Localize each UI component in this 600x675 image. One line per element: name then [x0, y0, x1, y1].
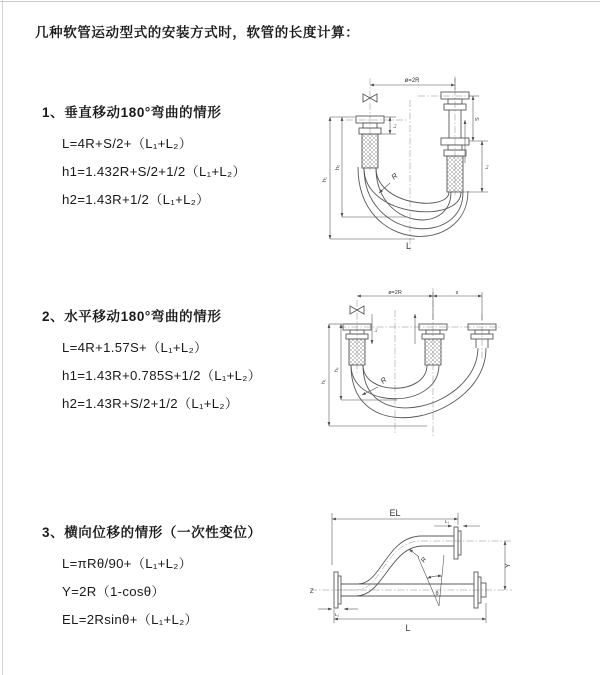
flange-fitting-middle	[419, 324, 447, 365]
section-vertical-movement	[42, 104, 246, 214]
dim-label-l1: L₁	[444, 519, 450, 524]
scan-artifact-left	[2, 0, 3, 675]
dimension-lines	[318, 513, 505, 623]
formula-line: h2=1.43R+S/2+1/2（L₁+L₂）	[62, 396, 239, 411]
dim-label-l: L	[405, 623, 411, 633]
braided-hose-section	[447, 156, 463, 192]
formula-line: h1=1.432R+S/2+1/2（L₁+L₂）	[62, 164, 246, 179]
formula-line: h1=1.43R+0.785S+1/2（L₁+L₂）	[62, 368, 262, 383]
formula-line: EL=2Rsinθ+（L₁+L₂）	[62, 612, 198, 627]
formula-line: L=4R+S/2+（L₁+L₂）	[62, 136, 193, 151]
section-1-formulas	[62, 130, 246, 214]
radius-label: R	[389, 171, 400, 182]
braided-hose-section	[425, 339, 441, 365]
diagram-horizontal-180-bend	[315, 286, 600, 461]
dim-label-h2: h₂	[334, 367, 340, 372]
flange-fitting-left	[343, 324, 371, 365]
radius-label: R	[378, 375, 389, 386]
braided-hose-section	[362, 134, 378, 168]
dim-label-y: Y	[505, 563, 512, 568]
dimension-lines	[330, 78, 488, 239]
section-2-heading: 2、水平移动180°弯曲的情形	[42, 309, 222, 324]
flange-fitting-left	[356, 116, 384, 168]
dim-label-el: EL	[389, 508, 401, 518]
section-3-heading: 3、横向位移的情形（一次性变位）	[42, 525, 262, 540]
dim-label-h1: h₁	[321, 379, 327, 384]
section-lateral-displacement	[42, 524, 262, 634]
page-title: 几种软管运动型式的安装方式时，软管的长度计算：	[35, 25, 360, 40]
section-3-formulas	[62, 550, 262, 634]
formula-line: L=4R+1.57S+（L₁+L₂）	[62, 340, 208, 355]
section-2-formulas	[62, 334, 261, 418]
hose-displaced-position	[341, 536, 454, 596]
diagram-lateral-displacement	[300, 505, 600, 645]
braided-hose-section	[349, 339, 365, 365]
dim-label-s: S	[475, 117, 481, 121]
formula-line: Y=2R（1-cosθ）	[62, 584, 165, 599]
dim-label-width: ø=2R	[404, 78, 420, 84]
dim-label-l1: L₁	[373, 328, 378, 332]
dim-label-l1: L₁	[392, 123, 397, 128]
formula-line: L=πRθ/90+（L₁+L₂）	[62, 556, 193, 571]
section-1-heading: 1、垂直移动180°弯曲的情形	[42, 105, 222, 120]
dim-label-l2: L₂	[334, 612, 340, 617]
scan-artifact-top	[0, 1, 600, 2]
dim-label-l2: L₂	[484, 164, 489, 169]
dim-label-h2: h₂	[335, 164, 341, 170]
dim-label-width: ø=2R	[388, 290, 402, 296]
dim-label-h1: h₁	[322, 177, 328, 182]
diagram-vertical-180-bend	[310, 70, 600, 260]
length-label: L	[406, 241, 412, 251]
section-horizontal-movement	[42, 308, 261, 418]
datum-label: Z	[310, 589, 314, 595]
formula-line: h2=1.43R+1/2（L₁+L₂）	[62, 192, 210, 207]
flange-right-upper	[454, 527, 461, 559]
radius-label: R	[419, 556, 429, 565]
angle-label: θ	[435, 591, 439, 597]
dim-label-stroke: s	[455, 290, 459, 296]
hose-curves	[351, 348, 486, 418]
